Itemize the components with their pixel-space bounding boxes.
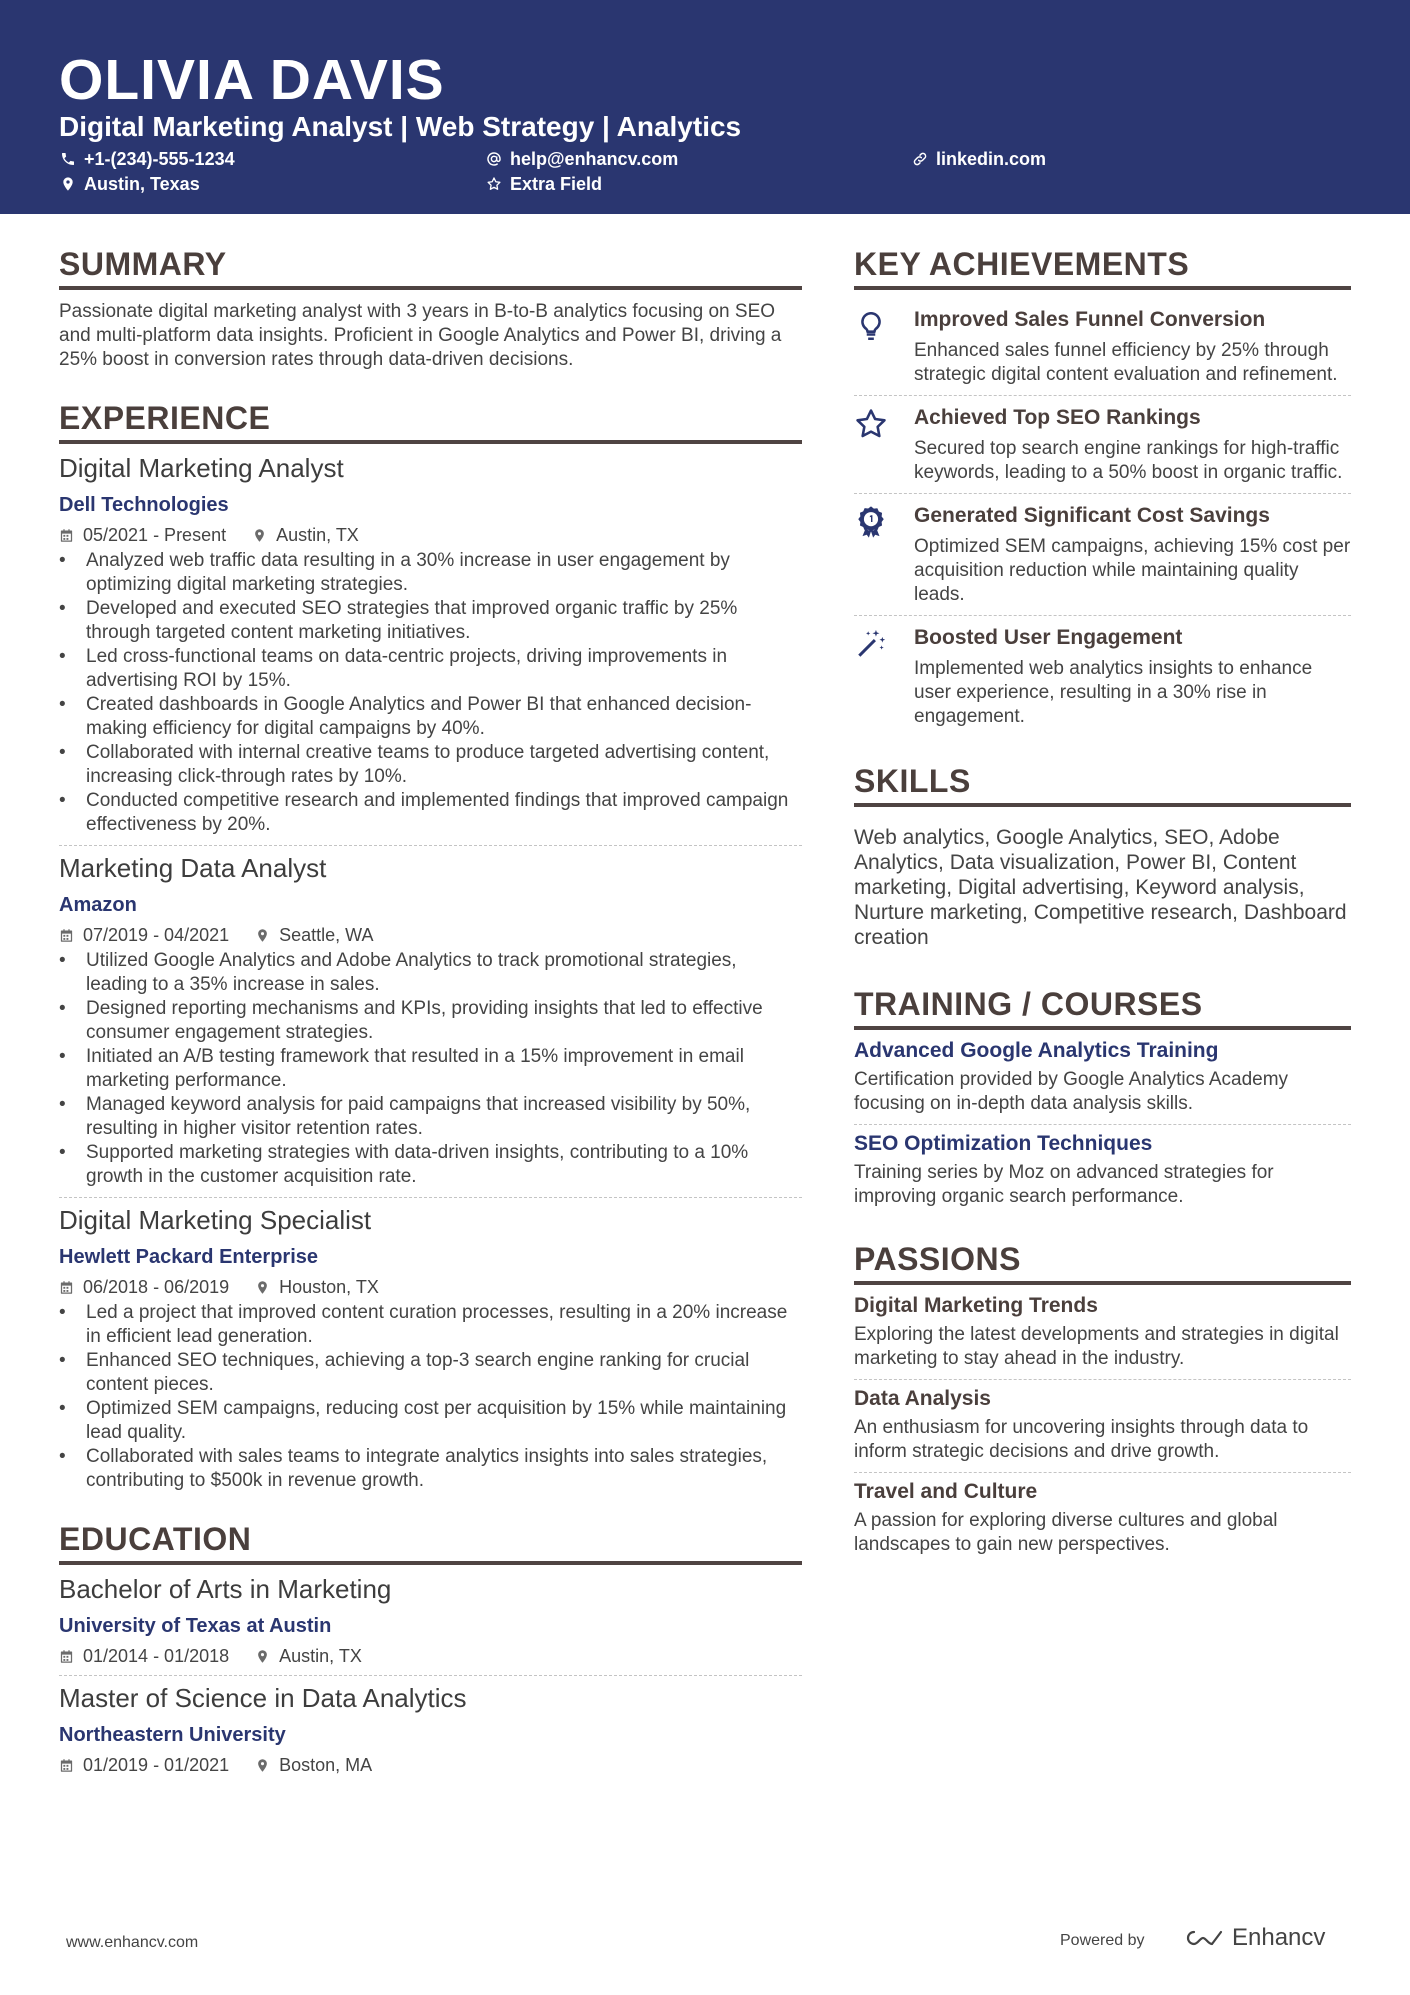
course-title: Advanced Google Analytics Training — [854, 1039, 1219, 1062]
summary-text: Passionate digital marketing analyst with 3 years in B-to-B analytics focusing on SEO and multi-platform data insights. Proficient in Google Analytics and Power BI, driving a 25% boost in conversion rates through data-driven decisions. — [59, 301, 782, 370]
bullet-item: • Collaborated with sales teams to integrate analytics insights into sales strategies, contributing to $500k in revenue growth. — [59, 1445, 802, 1493]
link-icon — [912, 151, 928, 167]
bullet-item: • Supported marketing strategies with data-driven insights, contributing to a 10% growth in the customer acquisition rate. — [59, 1141, 802, 1189]
passion-entry — [854, 1293, 1351, 1371]
section-title-achievements: KEY ACHIEVEMENTS — [854, 244, 1351, 290]
education-dates-text: 01/2019 - 01/2021 — [83, 1755, 230, 1775]
job-dates — [59, 924, 229, 946]
job-company: Hewlett Packard Enterprise — [59, 1246, 318, 1268]
education-dates — [59, 1645, 229, 1667]
bullet-item: • Utilized Google Analytics and Adobe Analytics to track promotional strategies, leading to a 35% increase in sales. — [59, 949, 802, 997]
achievement-body — [898, 625, 1351, 729]
section-title-summary: SUMMARY — [59, 244, 802, 290]
magic-wand-icon — [854, 627, 888, 661]
bullet-item: • Created dashboards in Google Analytics and Power BI that enhanced decision-making efficiency for digital campaigns by 40%. — [59, 693, 802, 741]
achievement-icon-wrap — [854, 405, 898, 485]
contact-email[interactable] — [486, 148, 678, 170]
award-icon — [854, 505, 888, 539]
bullet-item: • Led cross-functional teams on data-centric projects, driving improvements in advertising ROI by 15%. — [59, 645, 802, 693]
achievement-desc: Implemented web analytics insights to enhance user experience, resulting in a 30% rise in engagement. — [914, 658, 1313, 727]
contact-linkedin-text: linkedin.com — [936, 149, 1047, 169]
training-section — [854, 984, 1351, 1209]
experience-section — [59, 398, 802, 1493]
bullet-item: • Analyzed web traffic data resulting in a 30% increase in user engagement by optimizing digital marketing strategies. — [59, 549, 802, 597]
footer-powered-by: Powered by — [1060, 1932, 1145, 1949]
passion-title: Digital Marketing Trends — [854, 1294, 1098, 1317]
star-icon — [854, 407, 888, 441]
calendar-icon — [59, 528, 74, 543]
skills-text: Web analytics, Google Analytics, SEO, Adobe Analytics, Data visualization, Power BI, Content marketing, Digital advertising, Keyword analysis, Nurture marketing, Competitive research, Dashboard creation — [854, 826, 1347, 949]
job-company: Amazon — [59, 894, 137, 916]
education-dates — [59, 1754, 229, 1776]
contact-location-text: Austin, Texas — [84, 174, 200, 194]
footer-url[interactable]: www.enhancv.com — [66, 1934, 199, 1951]
achievement-title: Generated Significant Cost Savings — [914, 504, 1270, 527]
location-pin-icon — [255, 1758, 270, 1773]
phone-icon — [60, 151, 76, 167]
right-column — [854, 244, 1351, 1557]
job-meta — [59, 924, 802, 946]
education-location — [255, 1645, 362, 1667]
bullet-item: • Enhanced SEO techniques, achieving a top-3 search engine ranking for crucial content pieces. — [59, 1349, 802, 1397]
contact-extra-text: Extra Field — [510, 174, 603, 194]
location-pin-icon — [255, 1649, 270, 1664]
location-pin-icon — [60, 176, 76, 192]
job-role: Marketing Data Analyst — [59, 853, 327, 883]
education-school: University of Texas at Austin — [59, 1615, 332, 1637]
section-title-skills: SKILLS — [854, 761, 1351, 807]
achievement-icon-wrap — [854, 307, 898, 387]
education-location-text: Boston, MA — [279, 1755, 373, 1775]
education-meta — [59, 1645, 802, 1667]
education-dates-text: 01/2014 - 01/2018 — [83, 1646, 230, 1666]
course-entry — [854, 1038, 1351, 1116]
location-pin-icon — [255, 928, 270, 943]
education-section — [59, 1519, 802, 1776]
enhancv-logo-text: Enhancv — [1232, 1924, 1326, 1951]
course-desc: Training series by Moz on advanced strategies for improving organic search performance. — [854, 1162, 1274, 1207]
contact-location — [60, 173, 200, 195]
passion-entry — [854, 1479, 1351, 1557]
job-location — [255, 924, 373, 946]
calendar-icon — [59, 928, 74, 943]
job-entry — [59, 452, 802, 837]
location-pin-icon — [255, 1280, 270, 1295]
job-dates-text: 05/2021 - Present — [83, 525, 227, 545]
bullet-item: • Initiated an A/B testing framework that resulted in a 15% improvement in email marketing performance. — [59, 1045, 802, 1093]
passion-desc: An enthusiasm for uncovering insights through data to inform strategic decisions and drive growth. — [854, 1417, 1309, 1462]
bullet-item: • Led a project that improved content curation processes, resulting in a 20% increase in efficient lead generation. — [59, 1301, 802, 1349]
enhancv-logo-icon — [1180, 1926, 1226, 1950]
education-entry — [59, 1573, 802, 1667]
contact-linkedin[interactable] — [912, 148, 1046, 170]
location-pin-icon — [252, 528, 267, 543]
job-dates — [59, 1276, 229, 1298]
bullet-item: • Designed reporting mechanisms and KPIs, providing insights that led to effective consumer engagement strategies. — [59, 997, 802, 1045]
lightbulb-icon — [854, 309, 888, 343]
achievements-section — [854, 244, 1351, 737]
education-location-text: Austin, TX — [279, 1646, 362, 1666]
education-location — [255, 1754, 372, 1776]
course-entry — [854, 1131, 1351, 1209]
achievement-title: Achieved Top SEO Rankings — [914, 406, 1201, 429]
entry-divider — [854, 1472, 1351, 1473]
candidate-title: Digital Marketing Analyst | Web Strategy | Analytics — [59, 111, 742, 142]
contact-phone-text: +1-(234)-555-1234 — [84, 149, 235, 169]
job-company: Dell Technologies — [59, 494, 229, 516]
achievement-body — [898, 503, 1351, 607]
calendar-icon — [59, 1280, 74, 1295]
section-title-training: TRAINING / COURSES — [854, 984, 1351, 1030]
job-location — [252, 524, 359, 546]
job-dates — [59, 524, 226, 546]
passion-desc: Exploring the latest developments and strategies in digital marketing to stay ahead in the industry. — [854, 1324, 1339, 1369]
job-entry — [59, 1204, 802, 1493]
job-location — [255, 1276, 379, 1298]
passion-entry — [854, 1386, 1351, 1464]
contact-email-text: help@enhancv.com — [510, 149, 679, 169]
section-title-education: EDUCATION — [59, 1519, 802, 1565]
skills-section — [854, 761, 1351, 950]
course-title: SEO Optimization Techniques — [854, 1132, 1153, 1155]
job-meta — [59, 1276, 802, 1298]
achievement-desc: Optimized SEM campaigns, achieving 15% cost per acquisition reduction while maintaining quality leads. — [914, 536, 1351, 605]
job-location-text: Austin, TX — [276, 525, 359, 545]
calendar-icon — [59, 1649, 74, 1664]
entry-divider — [59, 1197, 802, 1198]
bullet-item: • Collaborated with internal creative teams to produce targeted advertising content, increasing click-through rates by 10%. — [59, 741, 802, 789]
entry-divider — [59, 1675, 802, 1676]
passion-desc: A passion for exploring diverse cultures and global landscapes to gain new perspectives. — [854, 1510, 1278, 1555]
job-role: Digital Marketing Analyst — [59, 453, 344, 483]
candidate-name: OLIVIA DAVIS — [59, 48, 445, 112]
bullet-item: • Managed keyword analysis for paid campaigns that increased visibility by 50%, resulting in higher visitor retention rates. — [59, 1093, 802, 1141]
job-bullets — [59, 1301, 802, 1493]
section-title-experience: EXPERIENCE — [59, 398, 802, 444]
job-location-text: Seattle, WA — [279, 925, 374, 945]
job-meta — [59, 524, 802, 546]
achievement-item — [854, 494, 1351, 615]
enhancv-logo[interactable] — [1180, 1924, 1325, 1952]
achievement-desc: Enhanced sales funnel efficiency by 25% through strategic digital content evaluation and refinement. — [914, 340, 1338, 385]
education-school: Northeastern University — [59, 1724, 286, 1746]
achievement-title: Boosted User Engagement — [914, 626, 1183, 649]
bullet-item: • Developed and executed SEO strategies that improved organic traffic by 25% through targeted content marketing initiatives. — [59, 597, 802, 645]
achievement-icon-wrap — [854, 625, 898, 729]
calendar-icon — [59, 1758, 74, 1773]
achievement-title: Improved Sales Funnel Conversion — [914, 308, 1266, 331]
section-title-passions: PASSIONS — [854, 1239, 1351, 1285]
entry-divider — [854, 1379, 1351, 1380]
job-dates-text: 06/2018 - 06/2019 — [83, 1277, 230, 1297]
passions-section — [854, 1239, 1351, 1557]
education-entry — [59, 1682, 802, 1776]
job-role: Digital Marketing Specialist — [59, 1205, 372, 1235]
achievement-item — [854, 616, 1351, 737]
summary-section — [59, 244, 802, 372]
achievement-item — [854, 298, 1351, 395]
at-sign-icon — [486, 151, 502, 167]
achievement-body — [898, 405, 1351, 485]
course-desc: Certification provided by Google Analytics Academy focusing on in-depth data analysis skills. — [854, 1069, 1289, 1114]
education-degree: Bachelor of Arts in Marketing — [59, 1574, 392, 1604]
passion-title: Travel and Culture — [854, 1480, 1038, 1503]
job-bullets — [59, 949, 802, 1189]
resume-header — [0, 0, 1410, 214]
education-degree: Master of Science in Data Analytics — [59, 1683, 467, 1713]
job-bullets — [59, 549, 802, 837]
education-meta — [59, 1754, 802, 1776]
job-location-text: Houston, TX — [279, 1277, 379, 1297]
bullet-item: • Optimized SEM campaigns, reducing cost per acquisition by 15% while maintaining lead quality. — [59, 1397, 802, 1445]
passion-title: Data Analysis — [854, 1387, 991, 1410]
achievement-icon-wrap — [854, 503, 898, 607]
job-entry — [59, 852, 802, 1189]
entry-divider — [854, 1124, 1351, 1125]
achievement-desc: Secured top search engine rankings for high-traffic keywords, leading to a 50% boost in organic traffic. — [914, 438, 1343, 483]
left-column — [59, 244, 802, 1776]
entry-divider — [59, 845, 802, 846]
star-outline-icon — [486, 176, 502, 192]
job-dates-text: 07/2019 - 04/2021 — [83, 925, 230, 945]
achievement-body — [898, 307, 1351, 387]
bullet-item: • Conducted competitive research and implemented findings that improved campaign effectiveness by 20%. — [59, 789, 802, 837]
contact-extra — [486, 173, 602, 195]
achievement-item — [854, 396, 1351, 493]
contact-phone[interactable] — [60, 148, 235, 170]
